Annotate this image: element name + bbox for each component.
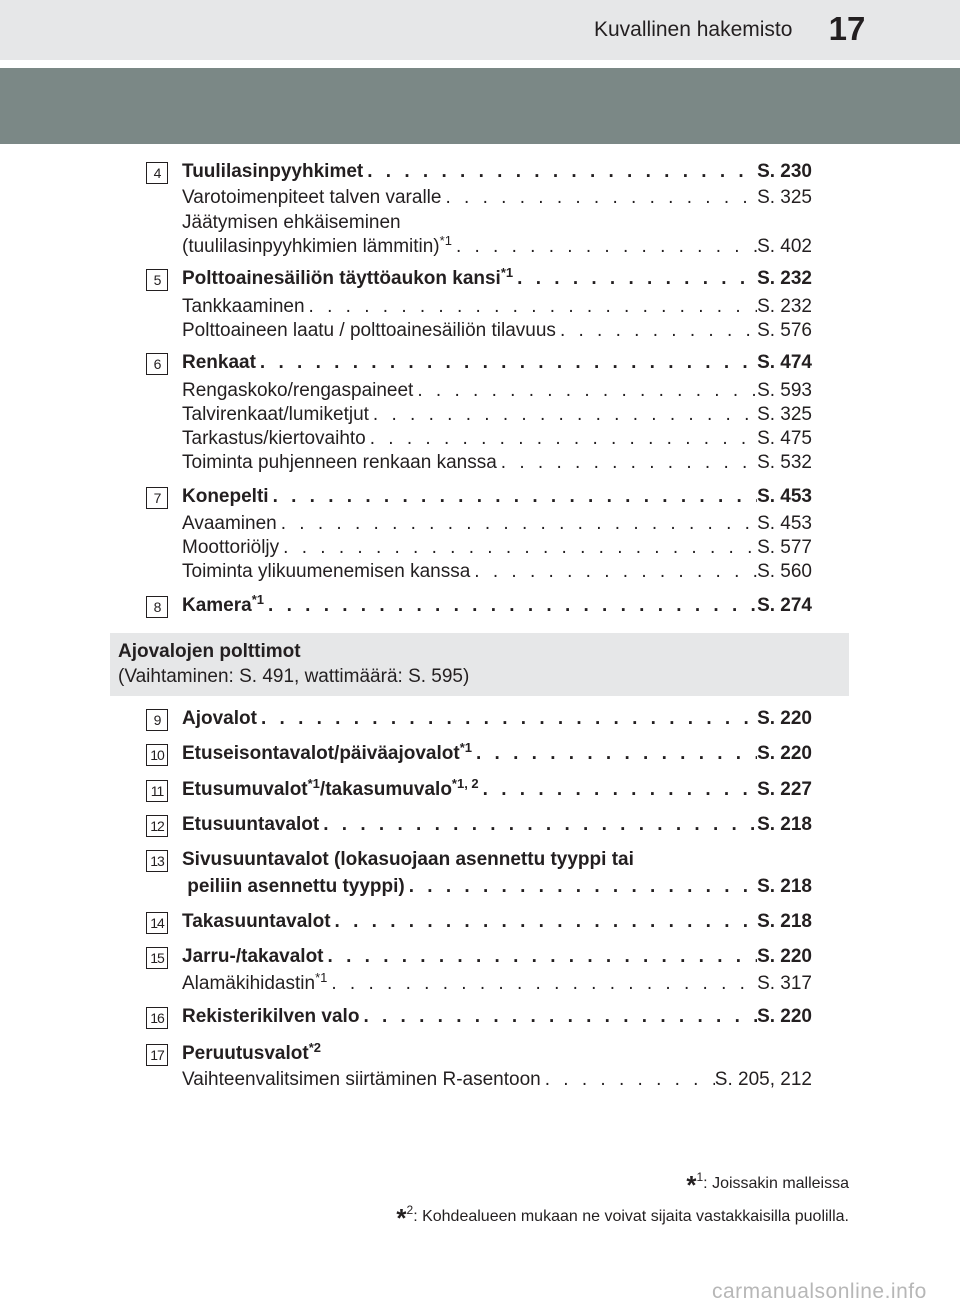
entry-label: Tuulilasinpyyhkimet (182, 161, 364, 182)
page-header (0, 0, 960, 60)
item-number-badge: 5 (146, 269, 168, 291)
footnote-1: *$^1$: Joissakin malleissa (686, 1170, 849, 1200)
entry-label: Avaaminen (182, 513, 277, 534)
item-number-badge: 9 (146, 709, 168, 731)
entry-row (182, 708, 812, 732)
dot-leader (441, 187, 757, 209)
sub-entry-row (182, 380, 812, 404)
footnote-marker: *1 (459, 740, 472, 755)
dot-leader (556, 320, 757, 342)
entry-row (182, 876, 812, 900)
sub-entry-row (182, 1069, 812, 1093)
entry-label: Toiminta ylikuumenemisen kanssa (182, 561, 471, 582)
page-ref: S. 230 (757, 161, 812, 182)
entry-label: Talvirenkaat/lumiketjut (182, 404, 369, 425)
decorative-band (0, 68, 960, 144)
item-number-badge: 16 (146, 1007, 168, 1029)
entry-label: Rekisterikilven valo (182, 1006, 360, 1027)
page-ref: S. 232 (757, 268, 812, 289)
entry-row (182, 1006, 812, 1030)
entry-8 (0, 592, 960, 619)
entry-label: Alamäkihidastin$^{*1}$ (182, 970, 328, 994)
entry-5 (0, 265, 960, 292)
sub-entry-row (182, 187, 812, 211)
entry-row (182, 911, 812, 935)
sub-entry-row (182, 233, 812, 260)
dot-leader (319, 814, 757, 836)
sub-entry-row (182, 537, 812, 561)
item-number-badge: 6 (146, 353, 168, 375)
dot-leader (264, 595, 757, 617)
item-number-badge: 8 (146, 596, 168, 618)
entry-label: Jarru-/takavalot (182, 946, 324, 967)
dot-leader (541, 1069, 715, 1091)
sub-entry-row (182, 513, 812, 537)
entry-label: Rengaskoko/rengaspaineet (182, 380, 414, 401)
entry-label: Kamera$^{*1}$ (182, 592, 265, 616)
dot-leader (331, 911, 758, 933)
entry-13 (0, 849, 960, 873)
page-ref: S. 577 (757, 537, 812, 558)
page-ref: S. 325 (757, 404, 812, 425)
item-number-badge: 12 (146, 815, 168, 837)
section-subtitle: (Vaihtaminen: S. 491, wattimäärä: S. 595) (118, 666, 470, 687)
sub-entry-row (182, 428, 812, 452)
item-number-badge: 7 (146, 487, 168, 509)
entry-15 (0, 946, 960, 970)
dot-leader (470, 561, 757, 583)
page-ref: S. 593 (757, 380, 812, 401)
page-ref: S. 317 (757, 973, 812, 994)
footnote-marker: *1 (439, 233, 452, 248)
footnote-marker: *1 (315, 970, 328, 985)
page-ref: S. 576 (757, 320, 812, 341)
sub-entry-row (182, 970, 812, 997)
footnote-2: *$^2$: Kohdealueen mukaan ne voivat sijaita vastakkaisilla puolilla. (396, 1203, 849, 1233)
dot-leader (497, 452, 757, 474)
entry-row (182, 352, 812, 376)
footnote-star: * (686, 1170, 697, 1200)
item-number-badge: 17 (146, 1044, 168, 1066)
footnote-marker: *2 (308, 1040, 321, 1055)
entry-14 (0, 911, 960, 935)
entry-label-line: Sivusuuntavalot (lokasuojaan asennettu tyyppi tai (182, 849, 634, 870)
page-ref: S. 218 (757, 814, 812, 835)
entry-label: Tankkaaminen (182, 296, 305, 317)
page-ref: S. 232 (757, 296, 812, 317)
page-ref: S. 227 (757, 779, 812, 800)
dot-leader (405, 876, 757, 898)
dot-leader (363, 161, 757, 183)
item-number-badge: 15 (146, 947, 168, 969)
page-ref: S. 532 (757, 452, 812, 473)
entry-12 (0, 814, 960, 838)
entry-16 (0, 1006, 960, 1030)
page-ref: S. 220 (757, 946, 812, 967)
dot-leader (369, 404, 757, 426)
dot-leader (269, 486, 758, 508)
page-ref: S. 218 (757, 876, 812, 897)
page-ref: S. 274 (757, 595, 812, 616)
dot-leader (279, 537, 757, 559)
dot-leader (277, 513, 757, 535)
page-ref: S. 475 (757, 428, 812, 449)
sub-entry-row (182, 320, 812, 344)
entry-label: Toiminta puhjenneen renkaan kanssa (182, 452, 497, 473)
entry-label: Vaihteenvalitsimen siirtäminen R-asentoon (182, 1069, 541, 1090)
footnote-marker: *1 (307, 776, 320, 791)
entry-label: Tarkastus/kiertovaihto (182, 428, 366, 449)
dot-leader (305, 296, 758, 318)
entry-label: Polttoainesäiliön täyttöaukon kansi$^{*1}$ (182, 265, 514, 289)
page-ref: S. 220 (757, 1006, 812, 1027)
footnote-marker: *1 (500, 265, 514, 280)
section-header-box (110, 633, 849, 696)
section-title: Ajovalojen polttimot (118, 641, 301, 662)
page-ref: S. 453 (757, 486, 812, 507)
entry-17 (0, 1040, 960, 1067)
dot-leader (359, 1006, 757, 1028)
page-ref: S. 402 (757, 236, 812, 257)
dot-leader (366, 428, 757, 450)
entry-label: peiliin asennettu tyyppi) (182, 876, 405, 897)
sub-entry-row (182, 452, 812, 476)
entry-10 (0, 740, 960, 767)
sub-entry-line: Jäätymisen ehkäiseminen (182, 212, 401, 233)
item-number-badge: 11 (146, 780, 168, 802)
entry-label: Polttoaineen laatu / polttoainesäiliön tilavuus (182, 320, 556, 341)
entry-label: Konepelti (182, 486, 269, 507)
dot-leader (452, 236, 757, 258)
dot-leader (472, 743, 757, 765)
page-ref: S. 560 (757, 561, 812, 582)
watermark: carmanualsonline.info (712, 1280, 927, 1303)
entry-label: Etuseisontavalot/päiväajovalot$^{*1}$ (182, 740, 472, 764)
page-ref: S. 218 (757, 911, 812, 932)
page-number: 17 (828, 10, 866, 47)
entry-label: Moottoriöljy (182, 537, 280, 558)
entry-label: Ajovalot (182, 708, 257, 729)
entry-row (182, 161, 812, 185)
dot-leader (513, 268, 757, 290)
entry-label: Takasuuntavalot (182, 911, 331, 932)
dot-leader (327, 973, 757, 995)
entry-row (182, 265, 812, 292)
entry-label: Etusumuvalot$^{*1}$/takasumuvalo$^{*1, 2}$ (182, 776, 479, 800)
entry-row (182, 946, 812, 970)
page-ref: S. 220 (757, 743, 812, 764)
footnote-star: * (396, 1203, 407, 1233)
sub-entry-row (182, 296, 812, 320)
entry-label: Renkaat (182, 352, 256, 373)
page-ref: S. 474 (757, 352, 812, 373)
dot-leader (413, 380, 757, 402)
item-number-badge: 4 (146, 162, 168, 184)
footnote-marker: *1, 2 (451, 776, 479, 791)
entry-row (182, 740, 812, 767)
entry-row (182, 592, 812, 619)
header-title: Kuvallinen hakemisto (594, 18, 793, 41)
footnote-marker: *1 (251, 592, 265, 607)
dot-leader (324, 946, 758, 968)
entry-label: Varotoimenpiteet talven varalle (182, 187, 442, 208)
entry-row (182, 486, 812, 510)
entry-row (182, 776, 812, 803)
entry-11 (0, 776, 960, 803)
page-ref: S. 453 (757, 513, 812, 534)
entry-6 (0, 352, 960, 376)
sub-entry-row (182, 404, 812, 428)
entry-7 (0, 486, 960, 510)
entry-label: Peruutusvalot$^{*2}$ (182, 1040, 321, 1064)
page-ref: S. 205, 212 (714, 1069, 812, 1090)
entry-4 (0, 161, 960, 185)
dot-leader (257, 708, 757, 730)
item-number-badge: 13 (146, 850, 168, 872)
entry-label: (tuulilasinpyyhkimien lämmitin)$^{*1}$ (182, 233, 452, 257)
item-number-badge: 14 (146, 912, 168, 934)
dot-leader (479, 779, 757, 801)
page-ref: S. 325 (757, 187, 812, 208)
page-ref: S. 220 (757, 708, 812, 729)
dot-leader (256, 352, 757, 374)
entry-label: Etusuuntavalot (182, 814, 320, 835)
sub-entry-row (182, 561, 812, 585)
item-number-badge: 10 (146, 744, 168, 766)
entry-row (182, 814, 812, 838)
entry-9 (0, 708, 960, 732)
